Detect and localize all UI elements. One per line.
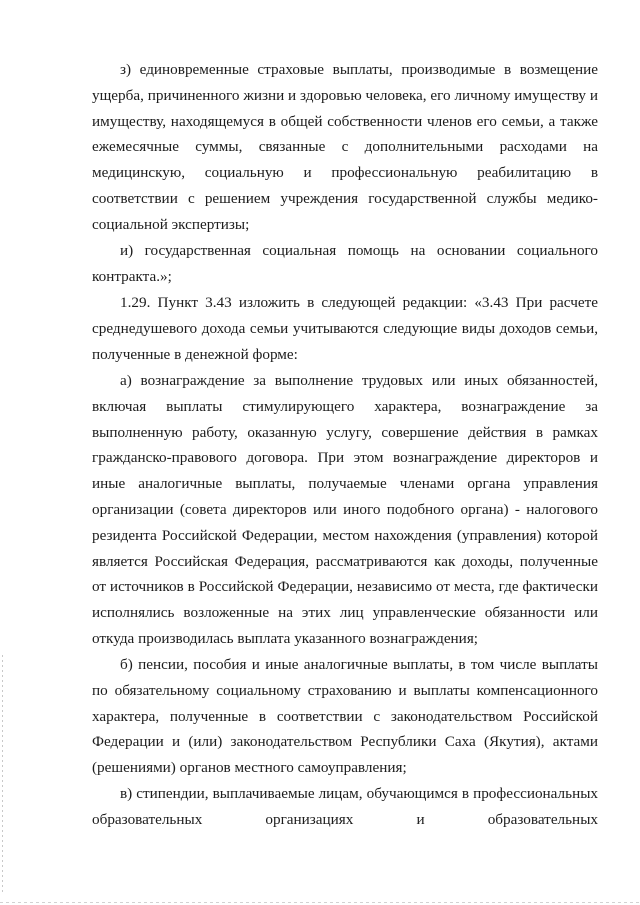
paragraph-z-insurance-payments: з) единовременные страховые выплаты, производимые в возмещение ущерба, причиненного жизни и здоровью человека, его личному имуществу и имуществу, находящемуся в общей собственности членов его семьи, а также ежемесячные суммы, связанные с дополнительными расходами на медицинскую, социальную и профессиональную реабилитацию в соответствии с решением учреждения государственной службы медико-социальной экспертизы; xyxy=(92,61,598,233)
paragraph-b-pensions: б) пенсии, пособия и иные аналогичные выплаты, в том числе выплаты по обязательному социальному страхованию и выплаты компенсационного характера, полученные в соответствии с законодательством Российской Федерации и (или) законодательством Республики Саха (Якутия), актами (решениями) органов местного самоуправления; xyxy=(92,656,598,777)
paragraph-a-remuneration: а) вознаграждение за выполнение трудовых или иных обязанностей, включая выплаты стимулирующего характера, вознаграждение за выполненную работу, оказанную услугу, совершение действия в рамках гражданско-правового договора. При этом вознаграждение директоров и иные аналогичные выплаты, получаемые членами органа управления организации (совета директоров или иного подобного органа) - налогового резидента Российской Федерации, местом нахождения (управления) которой является Российская Федерация, рассматриваются как доходы, полученные от источников в Российской Федерации, независимо от места, где фактически исполнялись возложенные на этих лиц управленческие обязанности или откуда производилась выплата указанного вознаграждения; xyxy=(92,372,598,647)
scan-bottom-artifact xyxy=(0,902,640,903)
paragraph-i-social-assistance: и) государственная социальная помощь на основании социального контракта.»; xyxy=(92,242,598,285)
paragraph-1-29-clause: 1.29. Пункт 3.43 изложить в следующей редакции: «3.43 При расчете среднедушевого дохода семьи учитываются следующие виды доходов семьи, полученные в денежной форме: xyxy=(92,294,598,363)
paragraph-v-scholarships: в) стипендии, выплачиваемые лицам, обучающимся в профессиональных образовательных организациях и образовательных xyxy=(92,785,598,828)
scan-edge-artifact xyxy=(2,655,3,895)
